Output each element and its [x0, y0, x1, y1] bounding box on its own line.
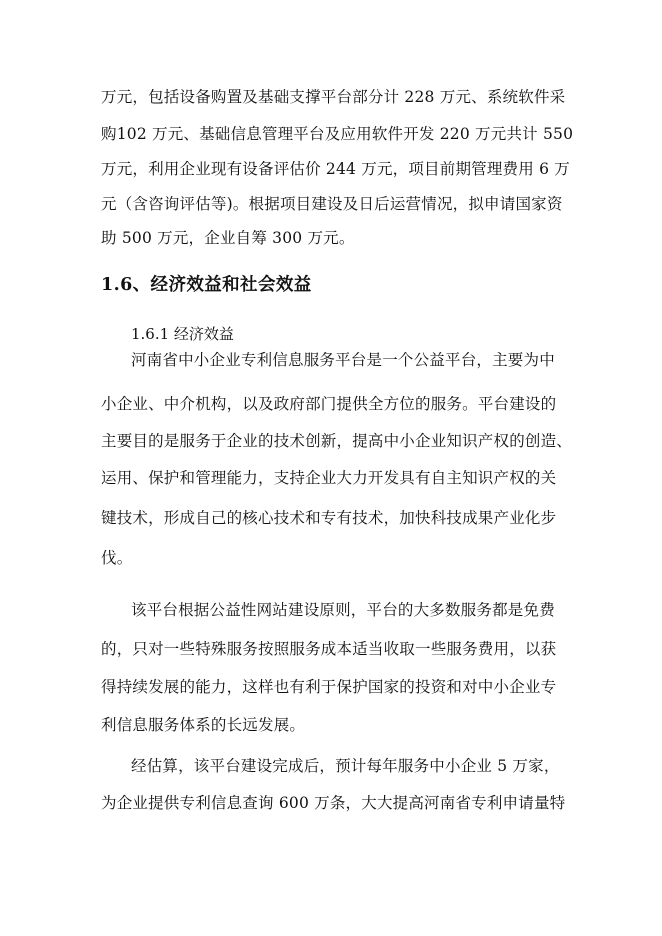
paragraph3-line-1: 该平台根据公益性网站建设原则，平台的大多数服务都是免费 [131, 601, 555, 619]
paragraph1-line-4: 元（含咨询评估等)。根据项目建设及日后运营情况，拟申请国家资 [101, 195, 563, 213]
paragraph3-line-3: 得持续发展的能力，这样也有利于保护国家的投资和对中小企业专 [101, 678, 557, 696]
paragraph4-line-2: 为企业提供专利信息查询 600 万条，大大提高河南省专利申请量特 [101, 794, 566, 812]
paragraph1-line-3: 万元，利用企业现有设备评估价 244 万元，项目前期管理费用 6 万 [101, 160, 570, 178]
paragraph4-line-1: 经估算，该平台建设完成后，预计每年服务中小企业 5 万家， [131, 757, 560, 775]
paragraph2-line-6: 伐。 [101, 549, 133, 567]
paragraph2-line-4: 运用、保护和管理能力，支持企业大力开发具有自主知识产权的关 [101, 469, 557, 487]
paragraph2-line-2: 小企业、中介机构，以及政府部门提供全方位的服务。平台建设的 [101, 395, 557, 413]
paragraph1-line-5: 助 500 万元，企业自筹 300 万元。 [101, 229, 355, 247]
paragraph2-line-3: 主要目的是服务于企业的技术创新，提高中小企业知识产权的创造、 [101, 432, 573, 450]
section-heading: 1.6、经济效益和社会效益 [101, 275, 312, 295]
paragraph2-line-1: 河南省中小企业专利信息服务平台是一个公益平台，主要为中 [131, 351, 555, 369]
paragraph1-line-2: 购102 万元、基础信息管理平台及应用软件开发 220 万元共计 550 [101, 125, 574, 143]
paragraph2-line-5: 键技术，形成自己的核心技术和专有技术，加快科技成果产业化步 [101, 509, 557, 527]
paragraph3-line-4: 利信息服务体系的长远发展。 [101, 716, 306, 734]
section-subheading: 1.6.1 经济效益 [131, 325, 234, 343]
paragraph1-line-1: 万元，包括设备购置及基础支撑平台部分计 228 万元、系统软件采 [101, 88, 566, 106]
paragraph3-line-2: 的，只对一些特殊服务按照服务成本适当收取一些服务费用，以获 [101, 640, 557, 658]
